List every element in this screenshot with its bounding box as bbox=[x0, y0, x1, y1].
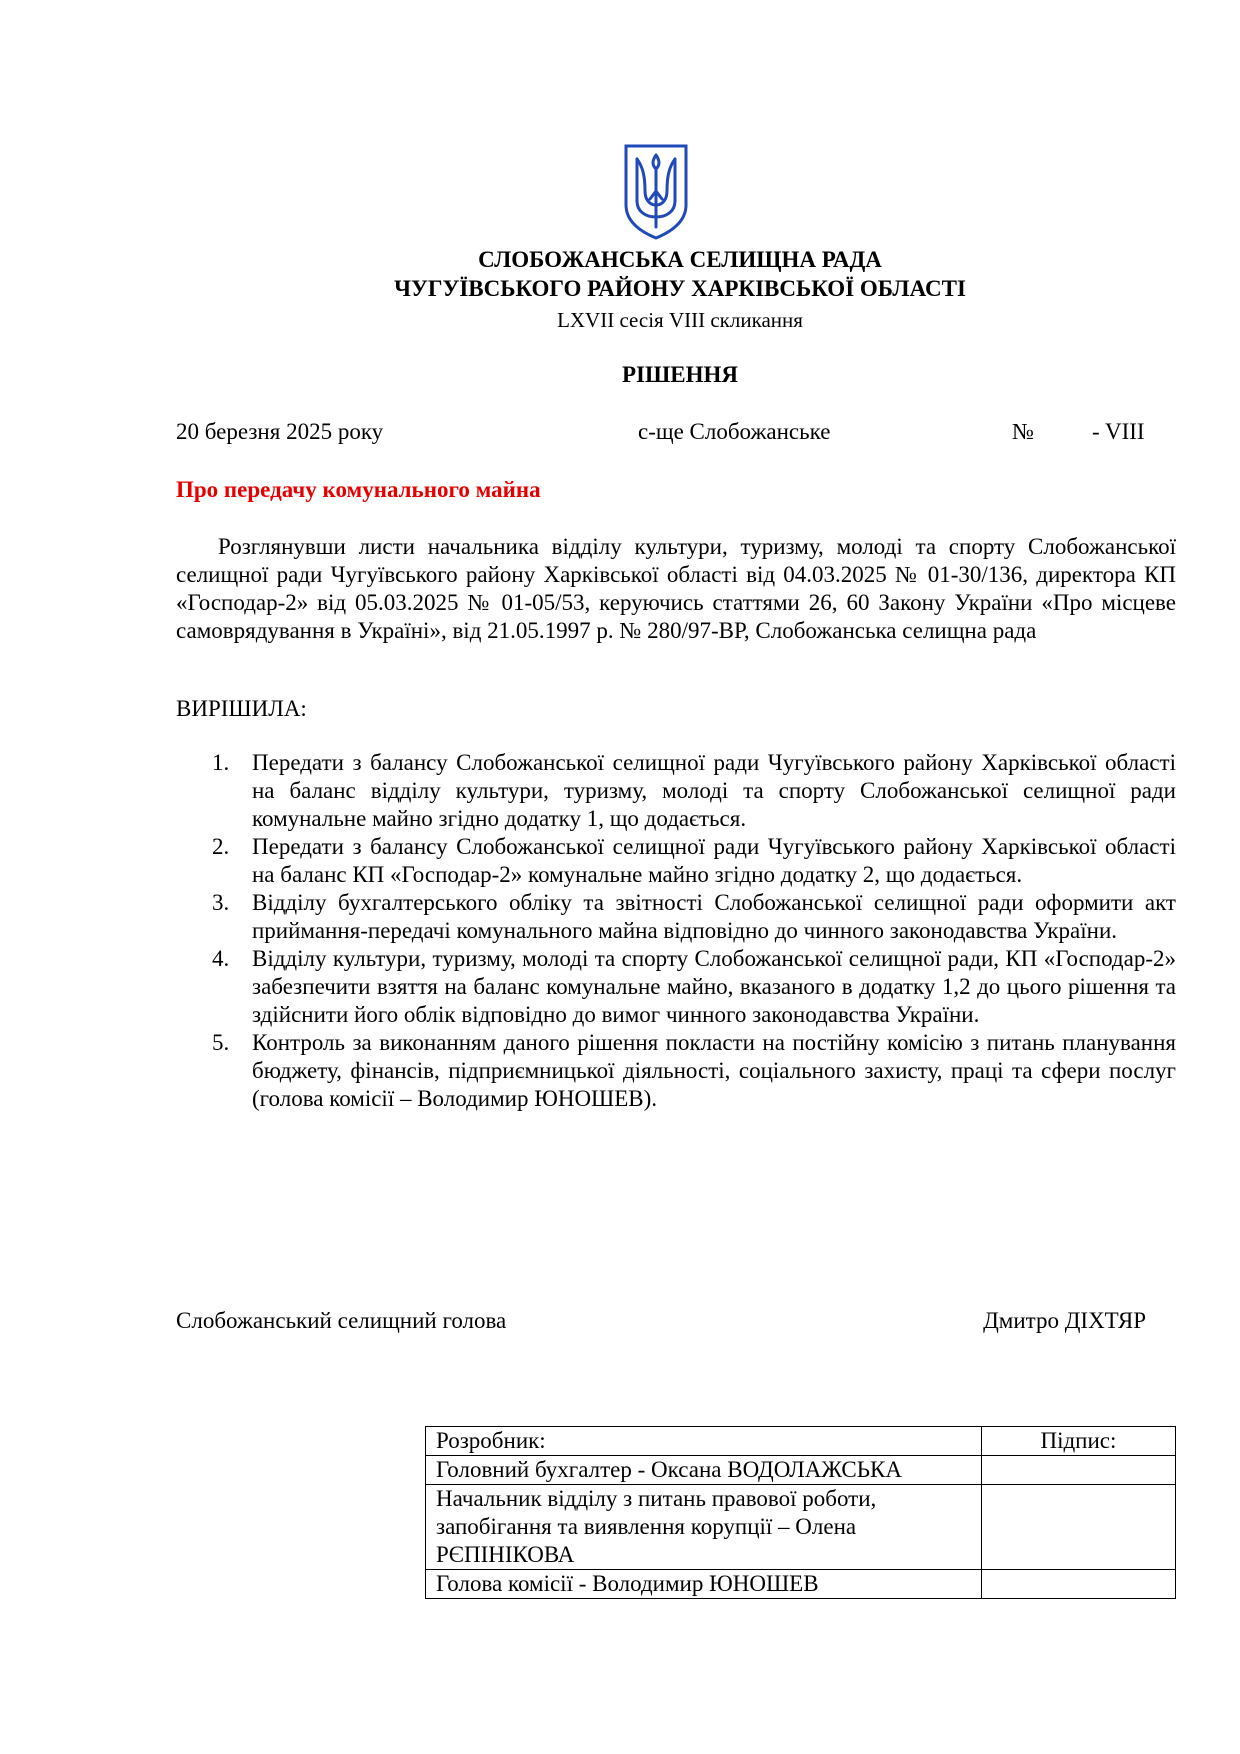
decision-list bbox=[176, 749, 1176, 1113]
approver-name: Голова комісії - Володимир ЮНОШЕВ bbox=[426, 1570, 982, 1599]
list-item-text: Відділу культури, туризму, молоді та спорту Слобожанської селищної ради, КП «Господар-2» забезпечити взяття на баланс комунальне майно, вказаного в додатку 1,2 до цього рішення та здійснити його облік відповідно до вимог чинного законодавства України. bbox=[252, 946, 1176, 1027]
list-item-text: Відділу бухгалтерського обліку та звітності Слобожанської селищної ради оформити акт приймання-передачі комунального майна відповідно до чинного законодавства України. bbox=[252, 890, 1176, 943]
document-type: РІШЕННЯ bbox=[622, 362, 738, 387]
list-item-number: 4. bbox=[212, 946, 230, 971]
table-row bbox=[426, 1456, 1176, 1485]
signatory-role: Слобожанський селищний голова bbox=[176, 1308, 507, 1333]
approval-table bbox=[425, 1426, 1176, 1599]
organization-name: СЛОБОЖАНСЬКА СЕЛИЩНА РАДА bbox=[478, 247, 882, 272]
decision-date: 20 березня 2025 року bbox=[176, 419, 384, 444]
table-row bbox=[426, 1427, 1176, 1456]
ukraine-trident-icon bbox=[623, 143, 689, 241]
approver-name: Начальник відділу з питань правової роботи, запобігання та виявлення корупції – Олена РЄПІНІКОВА bbox=[426, 1485, 982, 1570]
approval-header-signature: Підпис: bbox=[981, 1427, 1175, 1456]
list-item-text: Передати з балансу Слобожанської селищної ради Чугуївського району Харківської області на баланс КП «Господар-2» комунальне майно згідно додатку 2, що додається. bbox=[252, 834, 1176, 887]
signatory-name: Дмитро ДІХТЯР bbox=[983, 1308, 1146, 1333]
resolved-label: ВИРІШИЛА: bbox=[176, 696, 307, 721]
approver-name: Головний бухгалтер - Оксана ВОДОЛАЖСЬКА bbox=[426, 1456, 982, 1485]
session-info: LXVII сесія VIII скликання bbox=[557, 308, 803, 332]
approver-signature-cell bbox=[981, 1570, 1175, 1599]
decision-number-suffix: - VIII bbox=[1092, 419, 1145, 444]
preamble-paragraph: Розглянувши листи начальника відділу культури, туризму, молоді та спорту Слобожанської селищної ради Чугуївського району Харківської області від 04.03.2025 № 01-30/136, директора КП «Господар-2» від 05.03.2025 № 01-05/53, керуючись статтями 26, 60 Закону України «Про місцеве самоврядування в Україні», від 21.05.1997 р. № 280/97-ВР, Слобожанська селищна рада bbox=[176, 534, 1176, 643]
list-item-text: Передати з балансу Слобожанської селищної ради Чугуївського району Харківської області на баланс відділу культури, туризму, молоді та спорту Слобожанської селищної ради комунальне майно згідно додатку 1, що додається. bbox=[252, 750, 1176, 831]
list-item-text: Контроль за виконанням даного рішення покласти на постійну комісію з питань планування бюджету, фінансів, підприємницької діяльності, соціального захисту, праці та сфери послуг (голова комісії – Володимир ЮНОШЕВ). bbox=[252, 1030, 1176, 1111]
list-item bbox=[176, 749, 1176, 833]
signature-block bbox=[176, 1307, 1176, 1337]
approver-signature-cell bbox=[981, 1485, 1175, 1570]
list-item bbox=[176, 945, 1176, 1029]
list-item bbox=[176, 1029, 1176, 1113]
list-item-number: 3. bbox=[212, 890, 230, 915]
table-row bbox=[426, 1485, 1176, 1570]
approver-signature-cell bbox=[981, 1456, 1175, 1485]
date-line bbox=[176, 418, 1176, 448]
list-item-number: 1. bbox=[212, 750, 230, 775]
list-item bbox=[176, 889, 1176, 945]
table-row bbox=[426, 1570, 1176, 1599]
decision-number-sign: № bbox=[1012, 419, 1034, 444]
decision-place: с-ще Слобожанське bbox=[638, 419, 831, 444]
list-item-number: 2. bbox=[212, 834, 230, 859]
organization-region: ЧУГУЇВСЬКОГО РАЙОНУ ХАРКІВСЬКОЇ ОБЛАСТІ bbox=[394, 276, 966, 301]
list-item-number: 5. bbox=[212, 1030, 230, 1055]
list-item bbox=[176, 833, 1176, 889]
decision-subject: Про передачу комунального майна bbox=[176, 477, 541, 502]
approval-header-developer: Розробник: bbox=[426, 1427, 982, 1456]
